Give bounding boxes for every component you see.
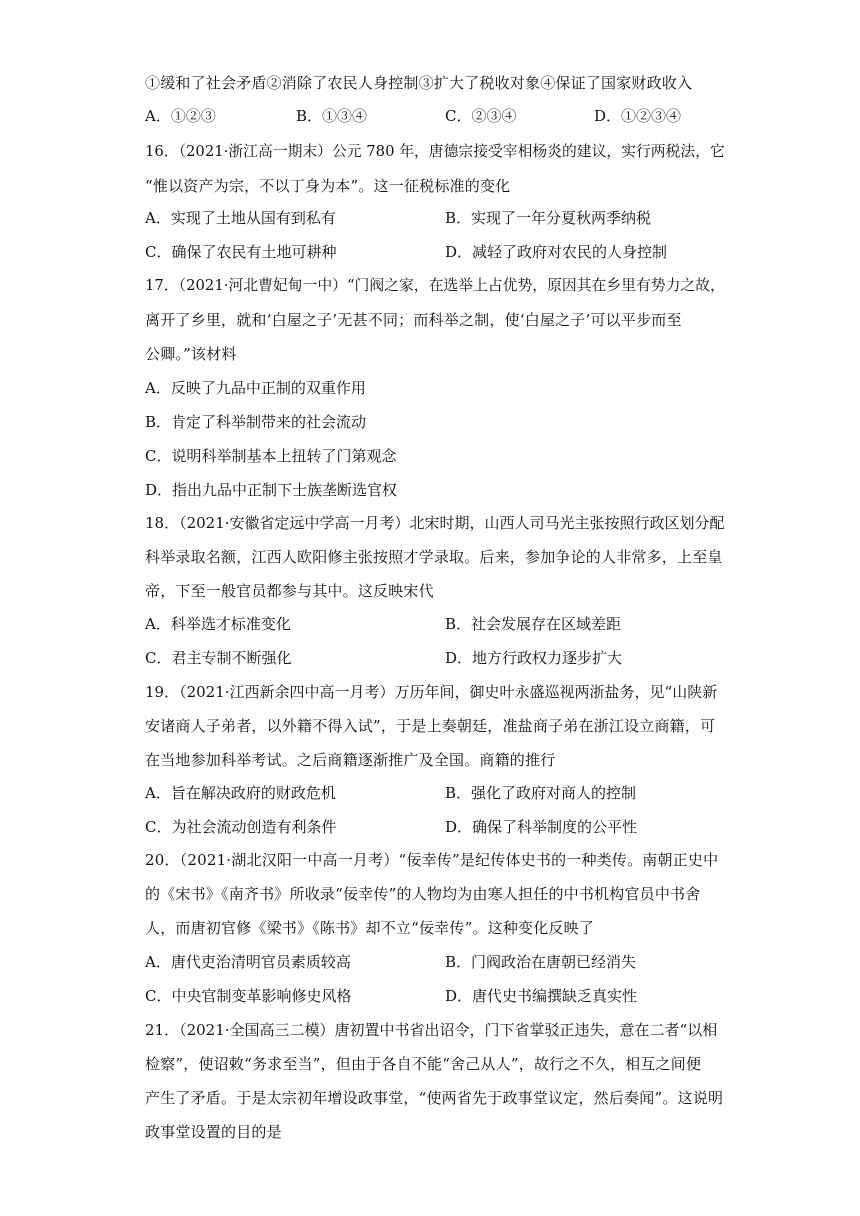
q17-stem-line-2: 离开了乡里，就和‘白屋之子’无甚不同；而科举之制，使‘白屋之子’可以平步而至 — [145, 311, 682, 329]
q15-statements: ①缓和了社会矛盾②消除了农民人身控制③扩大了税收对象④保证了国家财政收入 — [145, 74, 693, 92]
q20-stem-line-2: 的《宋书》《南齐书》所收录“佞幸传”的人物均为由寒人担任的中书机构官员中书舍 — [145, 885, 701, 903]
q20-stem-line-1: 20．（2021·湖北汉阳一中高一月考）“佞幸传”是纪传体史书的一种类传。南朝正史中 — [145, 851, 719, 869]
q16-option-d: D．减轻了政府对农民的人身控制 — [445, 243, 668, 261]
q18-option-d: D．地方行政权力逐步扩大 — [445, 649, 623, 667]
q19-stem-line-2: 安诸商人子弟者，以外籍不得入试”，于是上奏朝廷，准盐商子弟在浙江设立商籍，可 — [145, 717, 716, 735]
q16-stem-line-1: 16．（2021·浙江高一期末）公元 780 年，唐德宗接受宰相杨炎的建议，实行两税法，它 — [145, 143, 725, 160]
q18-option-c: C．君主专制不断强化 — [145, 649, 292, 667]
q19-stem-line-3: 在当地参加科举考试。之后商籍逐渐推广及全国。商籍的推行 — [145, 751, 556, 769]
q18-option-a: A．科举选才标准变化 — [145, 615, 291, 633]
q20-option-c: C．中央官制变革影响修史风格 — [145, 987, 352, 1005]
q18-stem-line-1: 18．（2021·安徽省定远中学高一月考）北宋时期，山西人司马光主张按照行政区划分配 — [145, 514, 725, 532]
q15-option-b: B．①③④ — [296, 107, 368, 125]
q21-stem-line-2: 检察”，使诏敕“务求至当”，但由于各自不能“舍己从人”，故行之不久，相互之间便 — [145, 1055, 702, 1073]
q20-option-d: D．唐代史书编撰缺乏真实性 — [445, 987, 638, 1005]
q17-option-b: B．肯定了科举制带来的社会流动 — [145, 413, 367, 431]
q16-option-b: B．实现了一年分夏秋两季纳税 — [445, 209, 652, 227]
q20-stem-line-3: 人，而唐初官修《梁书》《陈书》却不立“佞幸传”。这种变化反映了 — [145, 919, 595, 937]
q18-stem-line-3: 帝，下至一般官员都参与其中。这反映宋代 — [145, 582, 434, 600]
q17-option-c: C．说明科举制基本上扭转了门第观念 — [145, 447, 397, 465]
q19-option-b: B．强化了政府对商人的控制 — [445, 784, 637, 802]
q17-option-a: A．反映了九品中正制的双重作用 — [145, 379, 366, 397]
q15-option-a: A．①②③ — [145, 107, 216, 125]
q21-stem-line-1: 21．（2021·全国高三二模）唐初置中书省出诏令，门下省掌驳正违失，意在二者“以相 — [145, 1021, 718, 1039]
q21-stem-line-3: 产生了矛盾。于是太宗初年增设政事堂，“使两省先于政事堂议定，然后奏闻”。这说明 — [145, 1089, 724, 1107]
q15-option-d: D．①②③④ — [594, 107, 682, 125]
q19-option-a: A．旨在解决政府的财政危机 — [145, 784, 336, 802]
q20-option-b: B．门阀政治在唐朝已经消失 — [445, 953, 637, 971]
q18-stem-line-2: 科举录取名额，江西人欧阳修主张按照才学录取。后来，参加争论的人非常多，上至皇 — [145, 548, 723, 566]
q15-option-c: C．②③④ — [445, 107, 517, 125]
q17-option-d: D．指出九品中正制下士族垄断选官权 — [145, 481, 398, 499]
q16-stem-line-2: “惟以资产为宗，不以丁身为本”。这一征税标准的变化 — [145, 177, 511, 195]
q21-stem-line-4: 政事堂设置的目的是 — [145, 1123, 282, 1141]
q16-option-a: A．实现了土地从国有到私有 — [145, 209, 336, 227]
q17-stem-line-3: 公卿。”该材料 — [145, 345, 237, 363]
q19-option-d: D．确保了科举制度的公平性 — [445, 818, 638, 836]
q20-option-a: A．唐代吏治清明官员素质较高 — [145, 953, 351, 971]
q17-stem-line-1: 17．（2021·河北曹妃甸一中）“门阀之家，在选举上占优势，原因其在乡里有势力之故， — [145, 277, 725, 294]
q19-stem-line-1: 19．（2021·江西新余四中高一月考）万历年间，御史叶永盛巡视两浙盐务，见“山陕新 — [145, 683, 718, 701]
q19-option-c: C．为社会流动创造有利条件 — [145, 818, 337, 836]
q18-option-b: B．社会发展存在区域差距 — [445, 615, 622, 633]
q16-option-c: C．确保了农民有土地可耕种 — [145, 243, 337, 261]
